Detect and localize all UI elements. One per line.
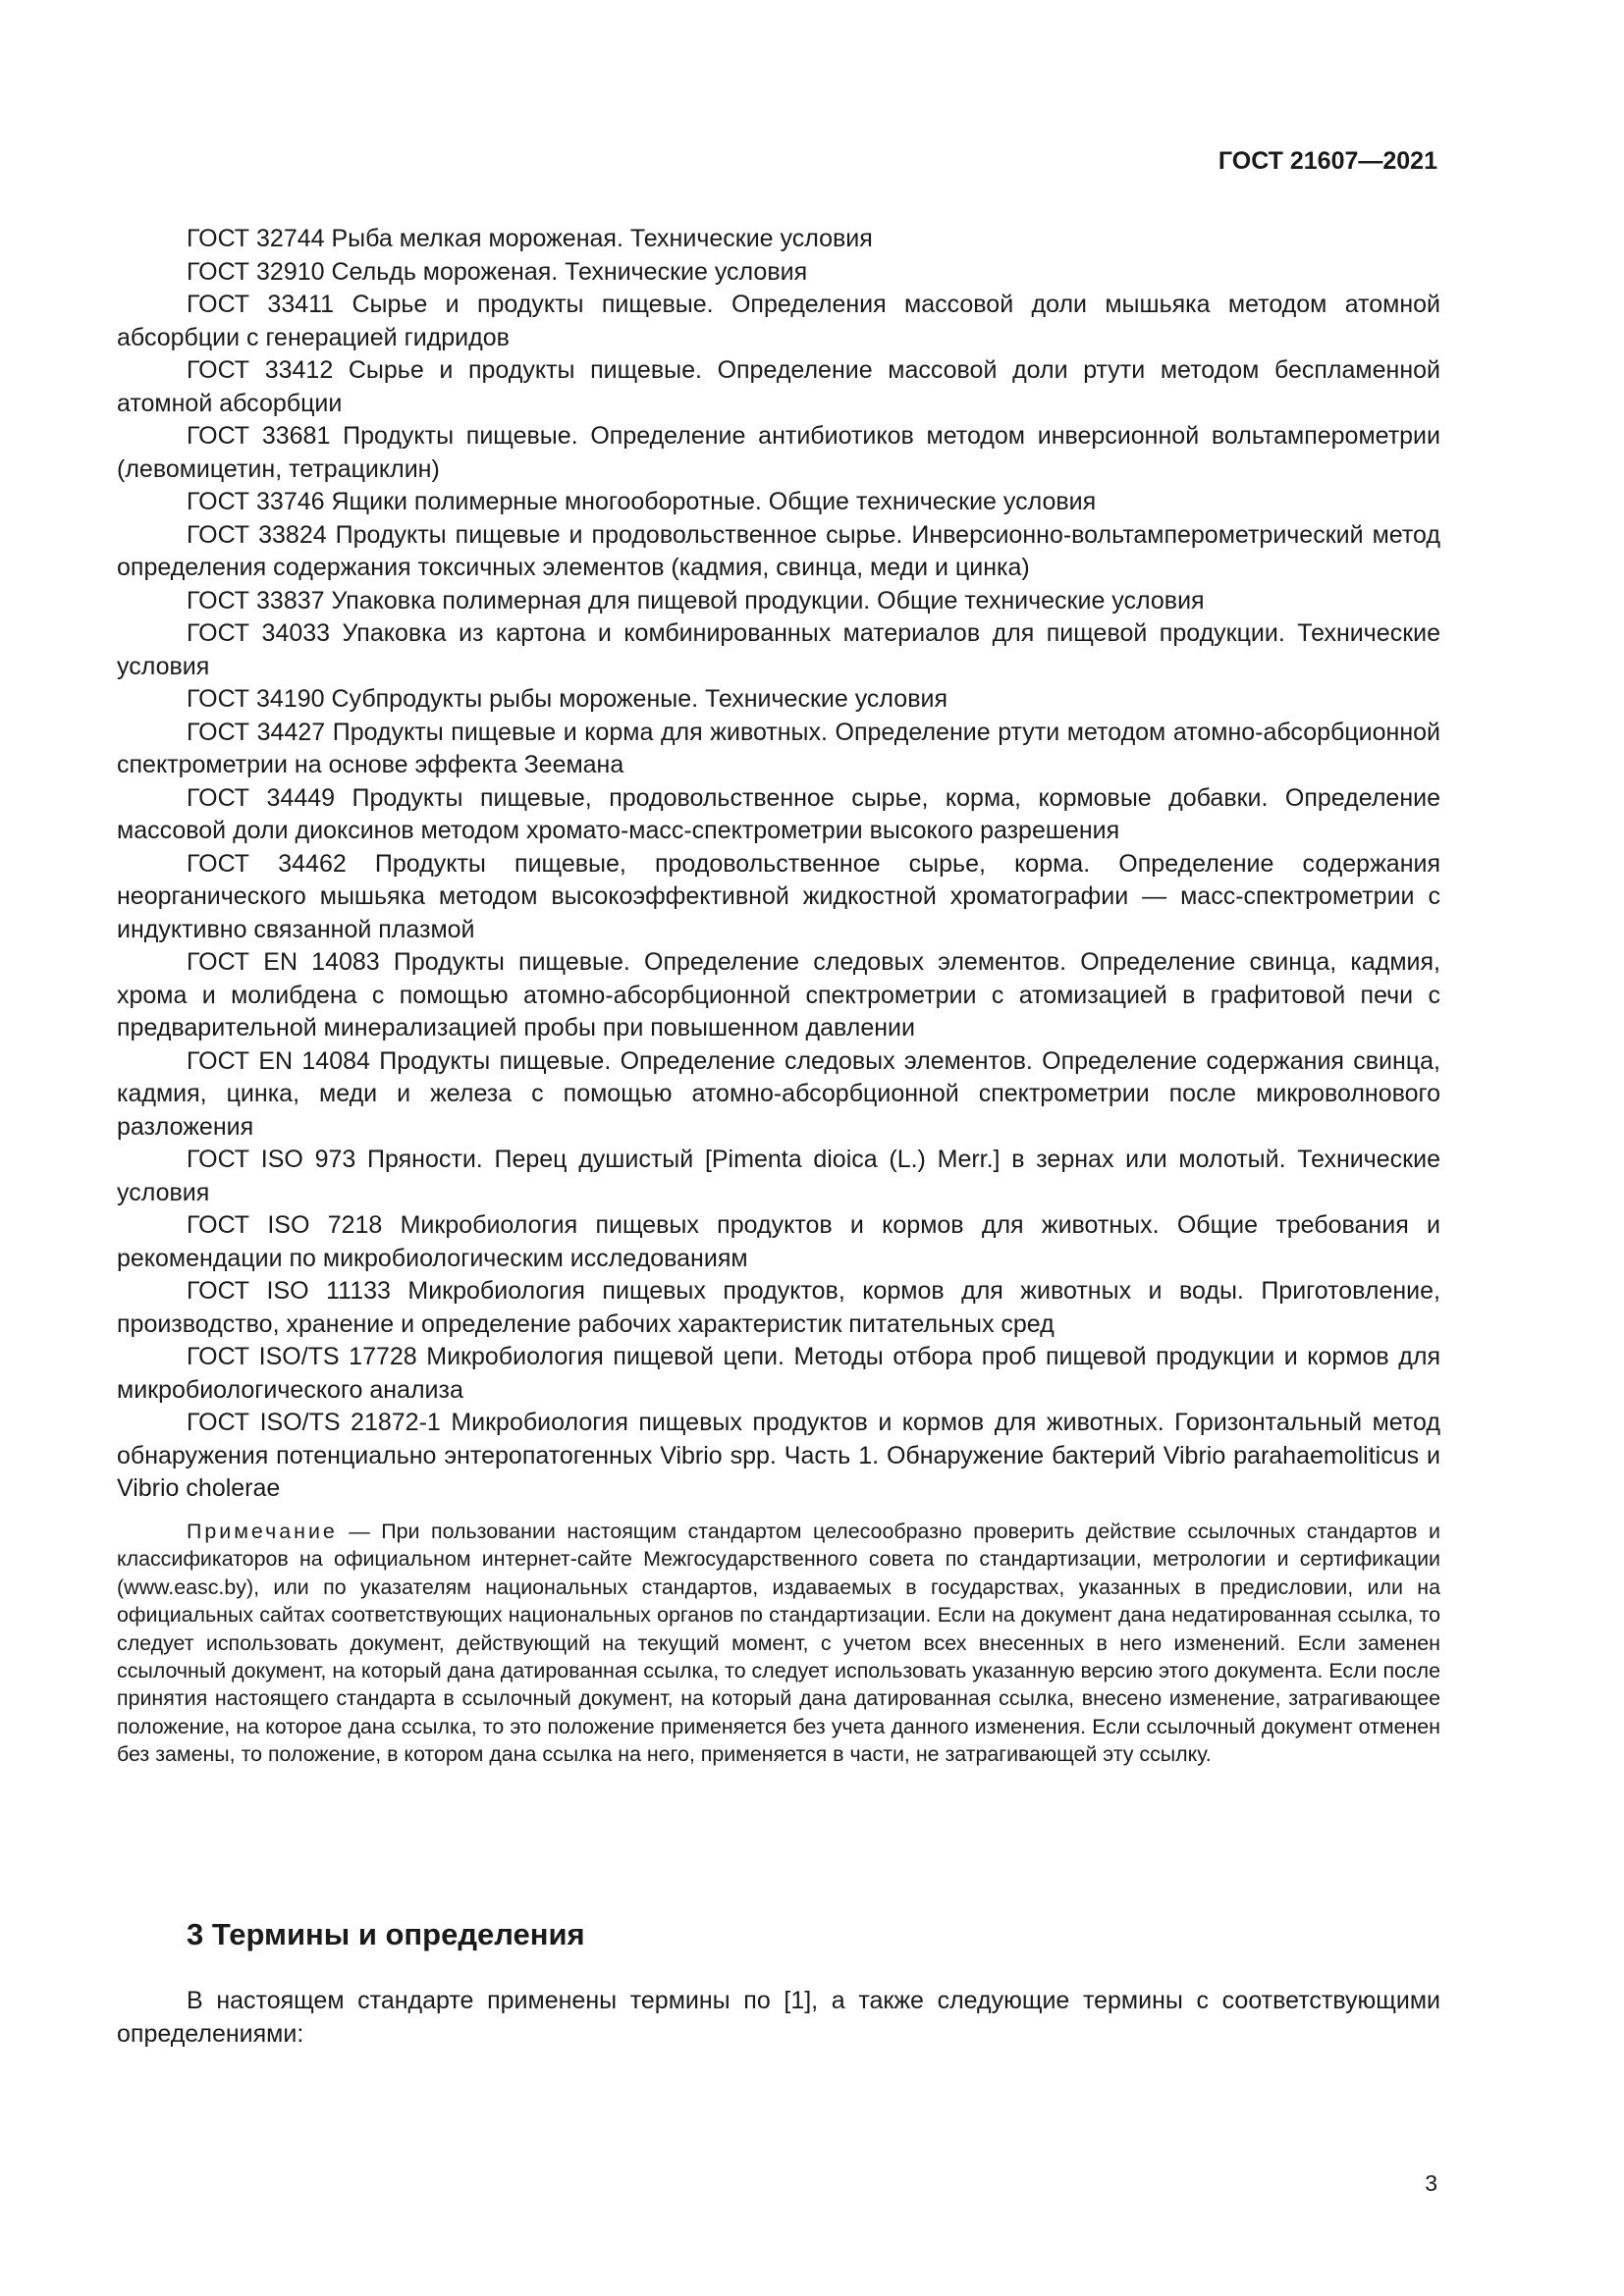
reference-item: ГОСТ EN 14084 Продукты пищевые. Определение следовых элементов. Определение содержания свинца, кадмия, цинка, меди и железа с помощью атомно-абсорбционной спектрометрии после микроволнового разложения xyxy=(117,1046,1440,1141)
note-block xyxy=(117,1518,1440,1769)
page-number: 3 xyxy=(1425,2170,1437,2196)
note-dash: — xyxy=(337,1520,382,1543)
reference-item: ГОСТ EN 14083 Продукты пищевые. Определение следовых элементов. Определение свинца, кадмия, хрома и молибдена с помощью атомно-абсорбционной спектрометрии с атомизацией в графитовой печи с предварительной минерализацией пробы при повышенном давлении xyxy=(117,948,1440,1041)
note-label: Примечание xyxy=(187,1520,338,1543)
reference-item: ГОСТ 32910 Сельдь мороженая. Технические условия xyxy=(187,257,808,286)
reference-item: ГОСТ 33681 Продукты пищевые. Определение антибиотиков методом инверсионной вольтамперометрии (левомицетин, тетрациклин) xyxy=(117,422,1440,483)
reference-item: ГОСТ ISO 7218 Микробиология пищевых продуктов и кормов для животных. Общие требования и рекомендации по микробиологическим исследованиям xyxy=(117,1211,1440,1272)
normative-references-list xyxy=(117,223,1440,1506)
note-paragraph xyxy=(117,1518,1440,1769)
reference-item: ГОСТ 34462 Продукты пищевые, продовольственное сырье, корма. Определение содержания неорганического мышьяка методом высокоэффективной жидкостной хроматографии — масс-спектрометрии с индуктивно связанной плазмой xyxy=(117,849,1440,943)
note-text: При пользовании настоящим стандартом целесообразно проверить действие ссылочных стандартов и классификаторов на официальном интернет-сайте Межгосударственного совета по стандартизации, метрологии и сертификации (www.easc.by), или по указателям национальных стандартов, издаваемых в государствах, указанных в предисловии, или на официальных сайтах соответствующих национальных органов по стандартизации. Если на документ дана недатированная ссылка, то следует использовать документ, действующий на текущий момент, с учетом всех внесенных в него изменений. Если заменен ссылочный документ, на который дана датированная ссылка, то следует использовать указанную версию этого документа. Если после принятия настоящего стандарта в ссылочный документ, на который дана датированная ссылка, внесено изменение, затрагивающее положение, на которое дана ссылка, то это положение применяется без учета данного изменения. Если ссылочный документ отменен без замены, то положение, в котором дана ссылка на него, применяется в части, не затрагивающей эту ссылку. xyxy=(117,1520,1440,1767)
reference-item: ГОСТ 34449 Продукты пищевые, продовольственное сырье, корма, кормовые добавки. Определение массовой доли диоксинов методом хромато-масс-спектрометрии высокого разрешения xyxy=(117,783,1440,844)
reference-item: ГОСТ 33837 Упаковка полимерная для пищевой продукции. Общие технические условия xyxy=(187,586,1205,614)
reference-item: ГОСТ 33824 Продукты пищевые и продовольственное сырье. Инверсионно-вольтамперометрический метод определения содержания токсичных элементов (кадмия, свинца, меди и цинка) xyxy=(117,520,1440,581)
reference-item: ГОСТ 34190 Субпродукты рыбы мороженые. Технические условия xyxy=(187,685,947,713)
reference-item: ГОСТ 33746 Ящики полимерные многооборотные. Общие технические условия xyxy=(187,488,1097,515)
reference-item: ГОСТ 33411 Сырье и продукты пищевые. Определения массовой доли мышьяка методом атомной абсорбции с генерацией гидридов xyxy=(117,291,1440,351)
reference-item: ГОСТ 33412 Сырье и продукты пищевые. Определение массовой доли ртути методом беспламенной атомной абсорбции xyxy=(117,356,1440,417)
section-intro-paragraph: В настоящем стандарте применены термины по [1], а также следующие термины с соответствующими определениями: xyxy=(117,1987,1440,2048)
reference-item: ГОСТ ISO/TS 21872-1 Микробиология пищевых продуктов и кормов для животных. Горизонтальный метод обнаружения потенциально энтеропатогенных Vibrio spp. Часть 1. Обнаружение бактерий Vibrio parahaemoliticus и Vibrio cholerae xyxy=(117,1409,1440,1502)
reference-item: ГОСТ 32744 Рыба мелкая мороженая. Технические условия xyxy=(187,225,873,252)
reference-item: ГОСТ ISO 11133 Микробиология пищевых продуктов, кормов для животных и воды. Приготовление, производство, хранение и определение рабочих характеристик питательных сред xyxy=(117,1277,1440,1338)
reference-item: ГОСТ ISO/TS 17728 Микробиология пищевой цепи. Методы отбора проб пищевой продукции и кормов для микробиологического анализа xyxy=(117,1343,1440,1404)
reference-item: ГОСТ 34427 Продукты пищевые и корма для животных. Определение ртути методом атомно-абсорбционной спектрометрии на основе эффекта Зеемана xyxy=(117,718,1440,778)
section-heading: 3 Термины и определения xyxy=(187,1917,585,1951)
document-code: ГОСТ 21607—2021 xyxy=(1218,147,1437,175)
reference-item: ГОСТ ISO 973 Пряности. Перец душистый [Pimenta dioica (L.) Merr.] в зернах или молотый. Технические условия xyxy=(117,1146,1440,1206)
reference-item: ГОСТ 34033 Упаковка из картона и комбинированных материалов для пищевой продукции. Технические условия xyxy=(117,619,1440,680)
